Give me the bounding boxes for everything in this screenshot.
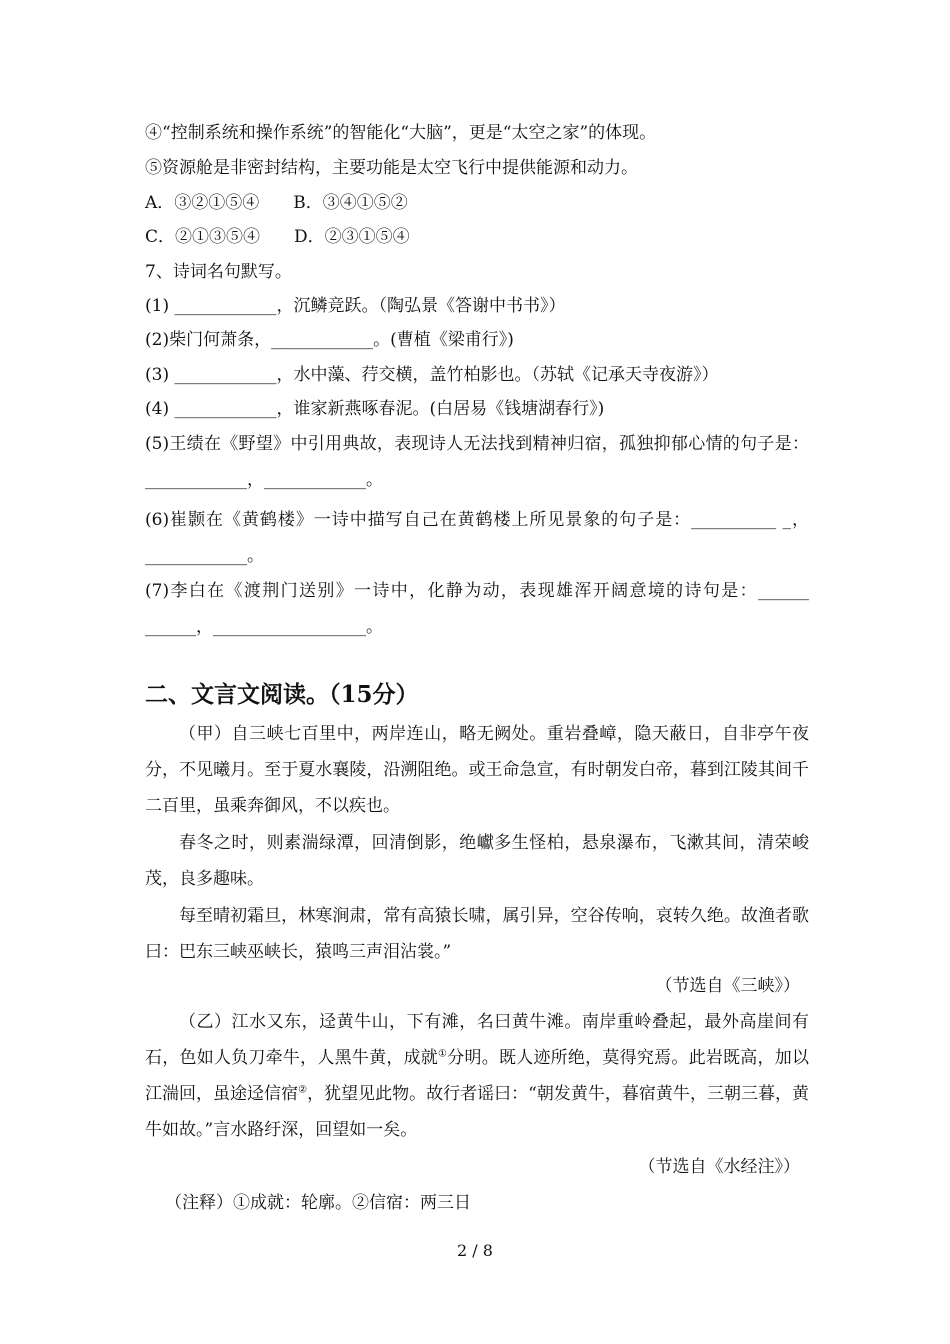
note-marker-1: ① [438, 1048, 448, 1060]
passage-yi-source: （节选自《水经注》） [638, 1157, 800, 1177]
question-7-item-4: (4) ____________，谁家新燕啄春泥。(白居易《钱塘湖春行》) [145, 399, 605, 419]
question-7-item-6: (6)崔颢在《黄鹤楼》一诗中描写自己在黄鹤楼上所见景象的句子是：__________ _，____________。 [145, 510, 809, 566]
passage-yi-text-a: （乙）江水又东，迳黄牛山，下有滩，名曰黄牛滩。南岸重岭叠起，最外高崖间有石，色如人负刀牵牛，人黑牛黄，成就 [145, 1012, 809, 1068]
choices-c-d: C．②①③⑤④ D．②③①⑤④ [145, 227, 410, 247]
question-7-item-3: (3) ____________，水中藻、荇交横，盖竹柏影也。（苏轼《记承天寺夜游》） [145, 365, 719, 385]
option-item-4: ④“控制系统和操作系统”的智能化“大脑”，更是“太空之家”的体现。 [145, 123, 657, 143]
question-7-item-2: (2)柴门何萧条，____________。(曹植《梁甫行》) [145, 330, 514, 350]
section-2-heading: 二、文言文阅读。（15分） [145, 681, 419, 708]
question-7-item-7: (7)李白在《渡荆门送别》一诗中，化静为动，表现雄浑开阔意境的诗句是：______ ______，__________________。 [145, 581, 809, 637]
question-7-title: 7、诗词名句默写。 [145, 262, 292, 282]
note-marker-2: ② [298, 1084, 308, 1096]
question-7-item-5: (5)王绩在《野望》中引用典故，表现诗人无法找到精神归宿，孤独抑郁心情的句子是：____________，____________。 [145, 434, 809, 490]
passage-jia-paragraph-1: （甲）自三峡七百里中，两岸连山，略无阙处。重岩叠嶂，隐天蔽日，自非亭午夜分，不见曦月。至于夏水襄陵，沿溯阻绝。或王命急宣，有时朝发白帝，暮到江陵其间千二百里，虽乘奔御风，不以疾也。 [145, 724, 809, 816]
passage-jia-paragraph-3: 每至晴初霜旦，林寒涧肃，常有高猿长啸，属引异，空谷传响，哀转久绝。故渔者歌曰：巴东三峡巫峡长，猿鸣三声泪沾裳。” [145, 906, 809, 962]
passage-yi-paragraph-1 [145, 1004, 809, 1148]
choices-a-b: A．③②①⑤④ B．③④①⑤② [145, 193, 408, 213]
option-item-5: ⑤资源舱是非密封结构，主要功能是太空飞行中提供能源和动力。 [145, 158, 638, 178]
passage-jia-source: （节选自《三峡》） [655, 976, 800, 996]
passage-jia-paragraph-2: 春冬之时，则素湍绿潭，回清倒影，绝巘多生怪柏，悬泉瀑布，飞漱其间，清荣峻茂，良多趣味。 [145, 833, 809, 889]
page-number: 2 / 8 [457, 1241, 493, 1260]
passage-yi-text-b: 分明。既人迹所绝，莫得究焉。此岩既高，加以江湍回，虽途迳信宿 [145, 1048, 810, 1104]
question-7-item-1: (1) ____________，沉鳞竞跃。（陶弘景《答谢中书书》） [145, 296, 566, 316]
passage-yi-text-c: ，犹望见此物。故行者谣曰：“朝发黄牛，暮宿黄牛，三朝三暮，黄牛如故。”言水路纡深，回望如一矣。 [145, 1084, 809, 1140]
annotation-notes: （注释）①成就：轮廓。②信宿：两三日 [165, 1193, 471, 1213]
